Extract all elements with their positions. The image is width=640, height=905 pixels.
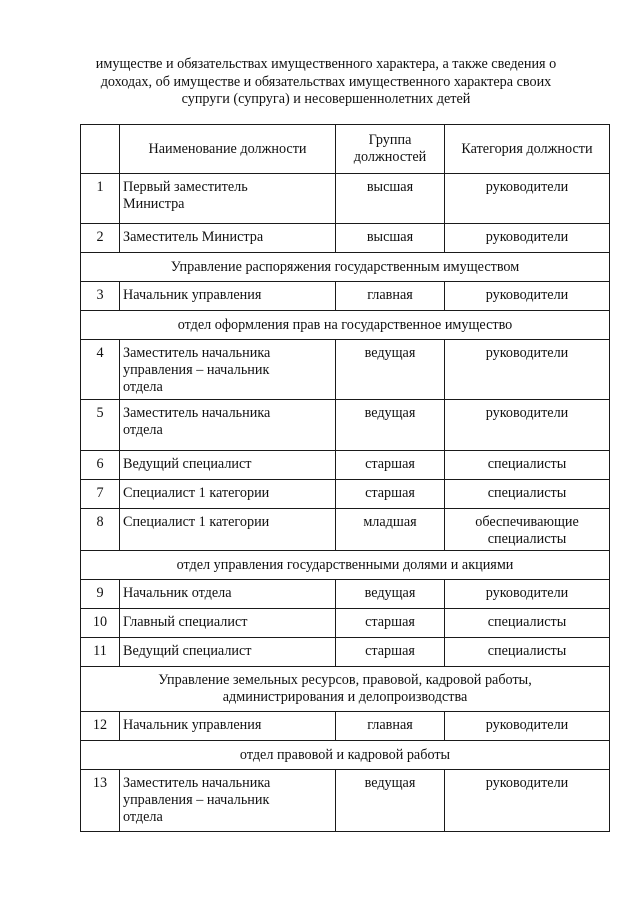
position-category-line: обеспечивающие <box>475 514 579 530</box>
position-category-line: руководители <box>485 585 569 601</box>
section-title <box>81 311 610 340</box>
position-title <box>120 480 336 509</box>
section-title-line: отдел оформления прав на государственное имущество <box>177 316 513 333</box>
section-row <box>81 311 610 340</box>
table-row <box>81 340 610 400</box>
row-number: 4 <box>81 340 120 400</box>
position-title-line: Начальник управления <box>123 717 262 733</box>
row-number: 8 <box>81 509 120 551</box>
section-row <box>81 253 610 282</box>
section-title-line: Управление земельных ресурсов, правовой, кадровой работы, <box>158 672 532 689</box>
section-title-line: отдел правовой и кадровой работы <box>239 746 451 763</box>
position-title-line: Начальник отдела <box>123 585 232 601</box>
position-category <box>445 340 610 400</box>
position-title <box>120 712 336 741</box>
position-title-line: Ведущий специалист <box>123 643 252 659</box>
col-header-num <box>81 125 120 174</box>
position-title-line: Заместитель начальника <box>123 775 271 791</box>
position-title <box>120 174 336 224</box>
row-number: 12 <box>81 712 120 741</box>
section-title-line: Управление распоряжения государственным имуществом <box>170 258 520 275</box>
table-body <box>81 174 610 832</box>
position-title <box>120 340 336 400</box>
position-title-line: Заместитель Министра <box>123 229 264 245</box>
position-category <box>445 712 610 741</box>
position-title <box>120 580 336 609</box>
position-category-line: руководители <box>485 405 569 421</box>
col-header-category: Категория должности <box>445 125 610 174</box>
position-title-line: Ведущий специалист <box>123 456 252 472</box>
position-category <box>445 770 610 832</box>
position-category-line: специалисты <box>487 643 567 659</box>
position-title-line: Первый заместитель <box>123 179 248 195</box>
section-title <box>81 551 610 580</box>
row-number: 1 <box>81 174 120 224</box>
position-title-line: управления – начальник <box>123 791 270 808</box>
position-category <box>445 174 610 224</box>
table-row <box>81 451 610 480</box>
section-row <box>81 551 610 580</box>
position-category-line: руководители <box>485 179 569 195</box>
position-group: старшая <box>336 480 445 509</box>
table-row <box>81 224 610 253</box>
position-group: старшая <box>336 638 445 667</box>
section-title-line: отдел управления государственными долями и акциями <box>176 556 514 573</box>
row-number: 13 <box>81 770 120 832</box>
position-title <box>120 224 336 253</box>
col-header-group <box>336 125 445 174</box>
table-row <box>81 638 610 667</box>
position-category-line: специалисты <box>487 485 567 501</box>
row-number: 2 <box>81 224 120 253</box>
position-title-line: отдела <box>123 378 163 395</box>
section-title <box>81 741 610 770</box>
position-category-line: руководители <box>485 229 569 245</box>
table-row <box>81 712 610 741</box>
header-line: супруги (супруга) и несовершеннолетних детей <box>181 91 471 107</box>
section-row <box>81 667 610 712</box>
document-header <box>60 56 592 109</box>
position-group: младшая <box>336 509 445 551</box>
col-header-group-line: должностей <box>353 149 427 165</box>
position-category <box>445 609 610 638</box>
row-number: 9 <box>81 580 120 609</box>
position-category <box>445 480 610 509</box>
header-line: доходах, об имуществе и обязательствах имущественного характера своих <box>100 73 552 90</box>
position-title <box>120 609 336 638</box>
position-title-line: Начальник управления <box>123 287 262 303</box>
position-title-line: Специалист 1 категории <box>123 485 270 501</box>
row-number: 3 <box>81 282 120 311</box>
position-category-line: специалисты <box>487 456 567 472</box>
table-row <box>81 770 610 832</box>
position-category <box>445 400 610 451</box>
position-title <box>120 770 336 832</box>
position-group: высшая <box>336 174 445 224</box>
position-title <box>120 509 336 551</box>
position-group: главная <box>336 712 445 741</box>
position-category <box>445 282 610 311</box>
table-row <box>81 174 610 224</box>
position-title-line: Заместитель начальника <box>123 345 271 361</box>
positions-table <box>80 124 610 832</box>
position-title <box>120 638 336 667</box>
table-row <box>81 282 610 311</box>
position-category-line: руководители <box>485 717 569 733</box>
position-group: главная <box>336 282 445 311</box>
table-row <box>81 400 610 451</box>
position-title <box>120 451 336 480</box>
table-row <box>81 509 610 551</box>
position-title-line: отдела <box>123 421 163 438</box>
section-title <box>81 253 610 282</box>
row-number: 11 <box>81 638 120 667</box>
position-category <box>445 451 610 480</box>
position-category-line: руководители <box>485 287 569 303</box>
position-title-line: Специалист 1 категории <box>123 514 270 530</box>
position-group: ведущая <box>336 340 445 400</box>
position-group: ведущая <box>336 400 445 451</box>
position-group: ведущая <box>336 770 445 832</box>
position-category-line: руководители <box>485 345 569 361</box>
row-number: 6 <box>81 451 120 480</box>
position-category <box>445 509 610 551</box>
position-category <box>445 580 610 609</box>
section-title <box>81 667 610 712</box>
row-number: 7 <box>81 480 120 509</box>
col-header-group-line: Группа <box>368 132 412 149</box>
position-group: старшая <box>336 609 445 638</box>
row-number: 10 <box>81 609 120 638</box>
position-title-line: Министра <box>123 195 185 212</box>
position-category-line: специалисты <box>487 530 567 547</box>
position-category-line: специалисты <box>487 614 567 630</box>
col-header-title: Наименование должности <box>120 125 336 174</box>
row-number: 5 <box>81 400 120 451</box>
header-line: имуществе и обязательствах имущественного характера, а также сведения о <box>95 56 557 72</box>
position-category-line: руководители <box>485 775 569 791</box>
position-group: ведущая <box>336 580 445 609</box>
position-category <box>445 638 610 667</box>
position-title-line: управления – начальник <box>123 361 270 378</box>
position-title-line: Заместитель начальника <box>123 405 271 421</box>
table-header-row <box>81 125 610 174</box>
table-row <box>81 609 610 638</box>
table-row <box>81 580 610 609</box>
position-title-line: Главный специалист <box>123 614 248 630</box>
section-row <box>81 741 610 770</box>
section-title-line: администрирования и делопроизводства <box>222 689 468 705</box>
position-title <box>120 282 336 311</box>
position-title <box>120 400 336 451</box>
position-title-line: отдела <box>123 808 163 825</box>
position-group: высшая <box>336 224 445 253</box>
table-row <box>81 480 610 509</box>
position-category <box>445 224 610 253</box>
position-group: старшая <box>336 451 445 480</box>
